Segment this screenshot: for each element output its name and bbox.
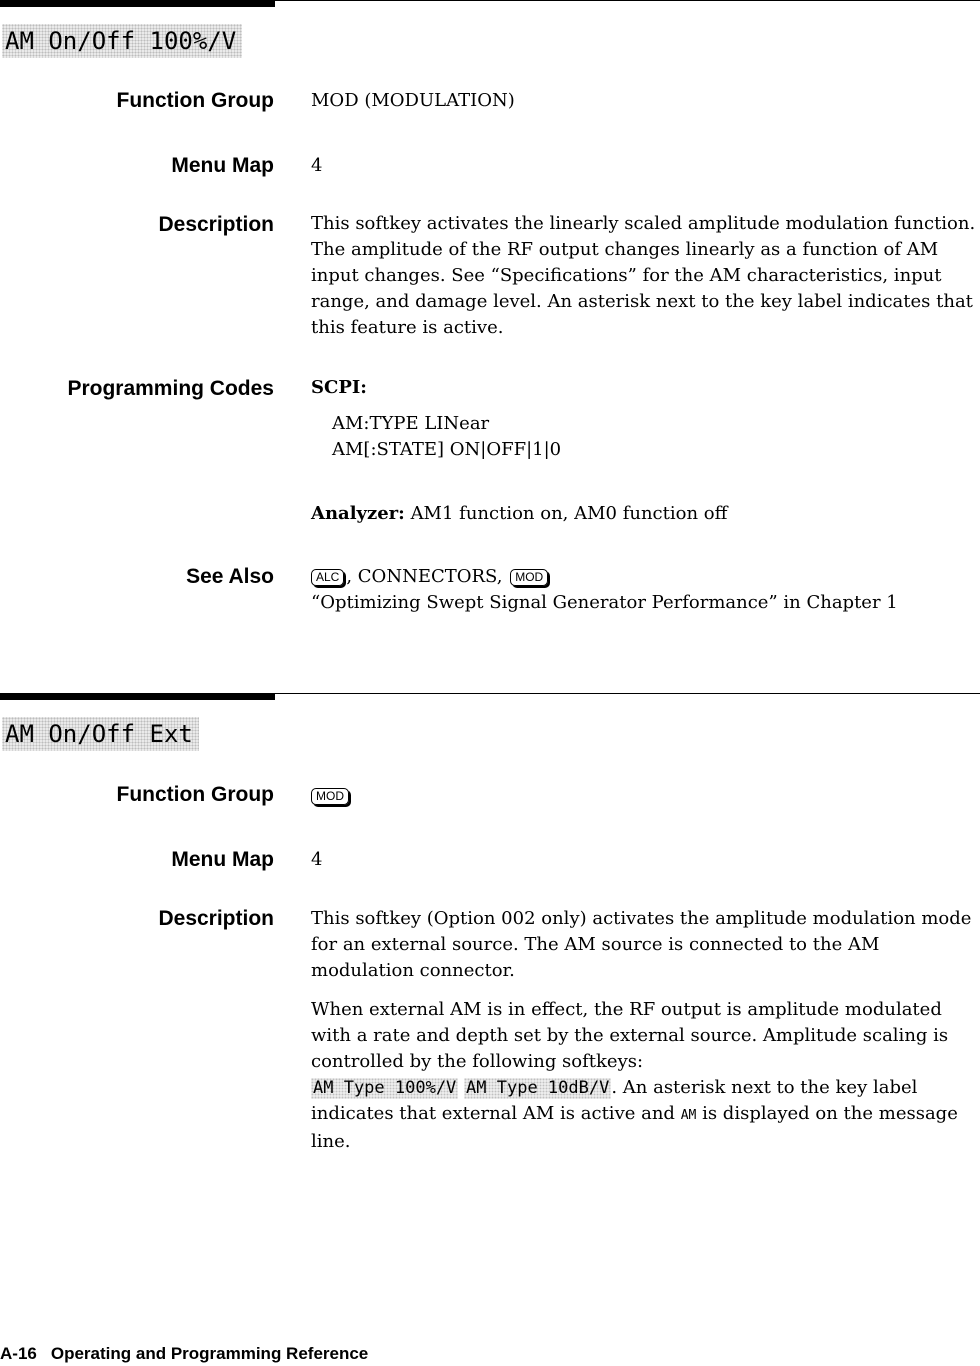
- description-label: Description: [158, 907, 274, 930]
- analyzer-label: Analyzer:: [311, 503, 405, 524]
- description-text: [311, 906, 976, 1155]
- footer-title: Operating and Programming Reference: [50, 1344, 369, 1363]
- programming-codes: [311, 375, 976, 527]
- scpi-label: SCPI:: [311, 377, 367, 398]
- page-number: A-16: [0, 1344, 37, 1363]
- function-group-value: [311, 783, 976, 809]
- see-also-connectors: , CONNECTORS,: [346, 566, 503, 587]
- am-display-indicator: AM: [680, 1108, 697, 1123]
- softkey-am-type-100-per-v: AM Type 100%/V: [313, 1078, 457, 1098]
- see-also-reference: “Optimizing Swept Signal Generator Performance” in Chapter 1: [311, 592, 898, 613]
- description-paragraph-1: This softkey (Option 002 only) activates the amplitude modulation mode for an external source. The AM source is connected to the AM modulation connector.: [311, 908, 972, 981]
- scpi-command-1: AM:TYPE LINear: [332, 413, 490, 434]
- description-middle: . An asterisk next to the key label indicates that external AM is active and: [311, 1077, 918, 1124]
- see-also-content: [311, 564, 976, 616]
- scpi-command-2: AM[:STATE] ON|OFF|1|0: [332, 439, 562, 460]
- softkey-title-am-100-per-v: AM On/Off 100%/V: [2, 24, 242, 58]
- mod-key: MOD: [311, 788, 349, 805]
- menu-map-value: 4: [311, 155, 323, 176]
- description-end: is displayed on the message line.: [311, 1103, 958, 1152]
- section-rule-thick: [0, 693, 275, 700]
- page-footer: [0, 1344, 368, 1364]
- description-intro: When external AM is in effect, the RF output is amplitude modulated with a rate and depth set by the external source. Amplitude scaling is controlled by the following softkeys:: [311, 999, 949, 1072]
- section-rule-thin: [275, 693, 980, 694]
- softkey-title-am-ext: AM On/Off Ext: [2, 717, 199, 751]
- section-rule-thin: [275, 0, 980, 1]
- see-also-label: See Also: [186, 565, 274, 588]
- menu-map-label: Menu Map: [171, 848, 274, 871]
- function-group-value: MOD (MODULATION): [311, 90, 515, 111]
- section-rule-thick: [0, 0, 275, 7]
- alc-key: ALC: [311, 569, 344, 586]
- programming-codes-label: Programming Codes: [67, 377, 274, 400]
- softkey-am-type-10db-per-v: AM Type 10dB/V: [466, 1078, 610, 1098]
- menu-map-label: Menu Map: [171, 154, 274, 177]
- menu-map-value: 4: [311, 849, 323, 870]
- description-paragraph-2: [311, 997, 976, 1155]
- function-group-label: Function Group: [116, 89, 274, 112]
- description-label: Description: [158, 213, 274, 236]
- mod-key: MOD: [510, 569, 548, 586]
- description-paragraph: This softkey activates the linearly scaled amplitude modulation function. The amplitude of the RF output changes linearly as a function of AM input changes. See “Specifications” for the AM characteristics, input range, and damage level. An asterisk next to the key label indicates that this feature is active.: [311, 213, 976, 338]
- analyzer-text: AM1 function on, AM0 function off: [410, 503, 728, 524]
- description-text: [311, 211, 976, 341]
- function-group-label: Function Group: [116, 783, 274, 806]
